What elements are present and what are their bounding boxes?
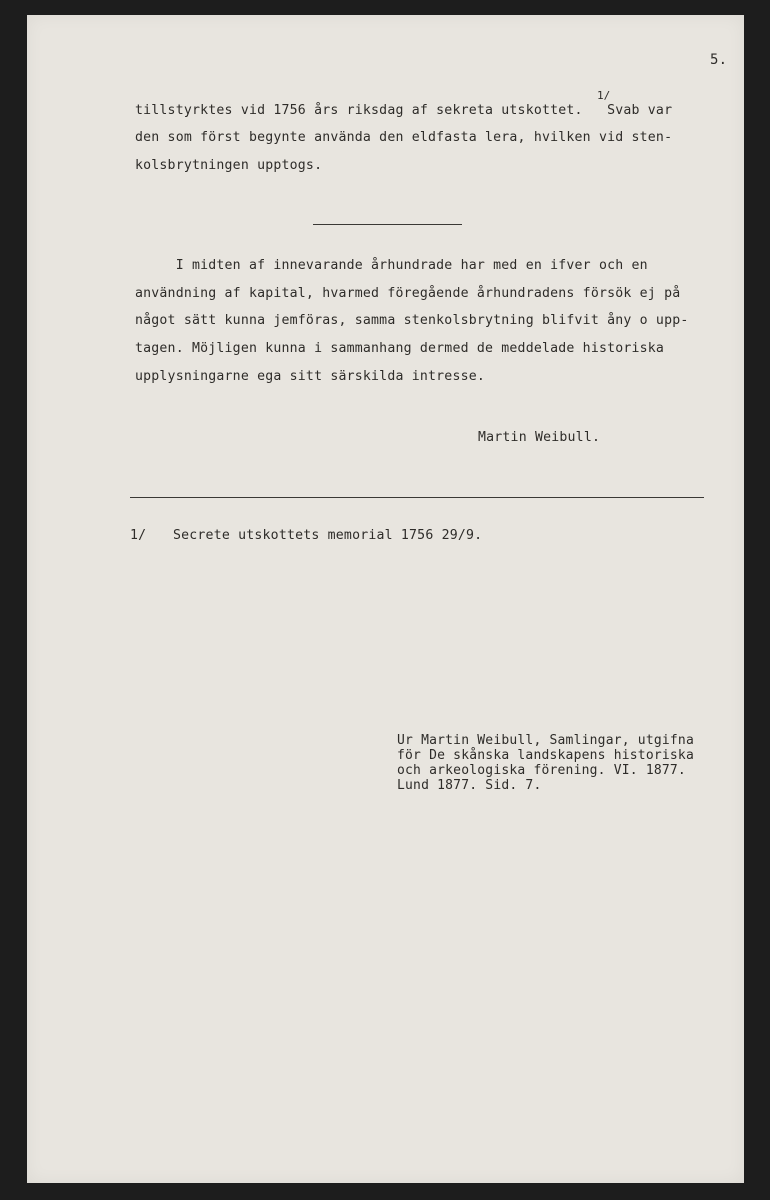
paragraph-2-line-1: I midten af innevarande århundrade har med en ifver och en [135, 258, 648, 273]
footnote-marker: 1/ [130, 528, 147, 543]
author-signature: Martin Weibull. [478, 430, 601, 445]
footnote-reference: 1/ [597, 89, 611, 102]
paragraph-1-line-2: den som först begynte använda den eldfasta lera, hvilken vid sten- [135, 130, 673, 145]
citation-line-2: för De skånska landskapens historiska [397, 748, 694, 763]
citation-line-4: Lund 1877. Sid. 7. [397, 778, 542, 793]
paragraph-2-line-4: tagen. Möjligen kunna i sammanhang dermed de meddelade historiska [135, 341, 665, 356]
paragraph-1-line-3: kolsbrytningen upptogs. [135, 158, 323, 173]
citation-line-1: Ur Martin Weibull, Samlingar, utgifna [397, 733, 694, 748]
paragraph-2-line-2: användning af kapital, hvarmed föregående århundradens försök ej på [135, 286, 681, 301]
footnote-divider [130, 497, 704, 498]
paragraph-1-line-1: tillstyrktes vid 1756 års riksdag af sekreta utskottet. Svab var [135, 103, 673, 118]
citation-line-3: och arkeologiska förening. VI. 1877. [397, 763, 686, 778]
paragraph-2-line-3: något sätt kunna jemföras, samma stenkolsbrytning blifvit åny o upp- [135, 313, 689, 328]
paragraph-2-line-5: upplysningarne ega sitt särskilda intresse. [135, 369, 486, 384]
footnote-text: Secrete utskottets memorial 1756 29/9. [173, 528, 483, 543]
document-page [27, 15, 744, 1183]
section-divider [313, 224, 462, 225]
page-number: 5. [710, 52, 728, 68]
